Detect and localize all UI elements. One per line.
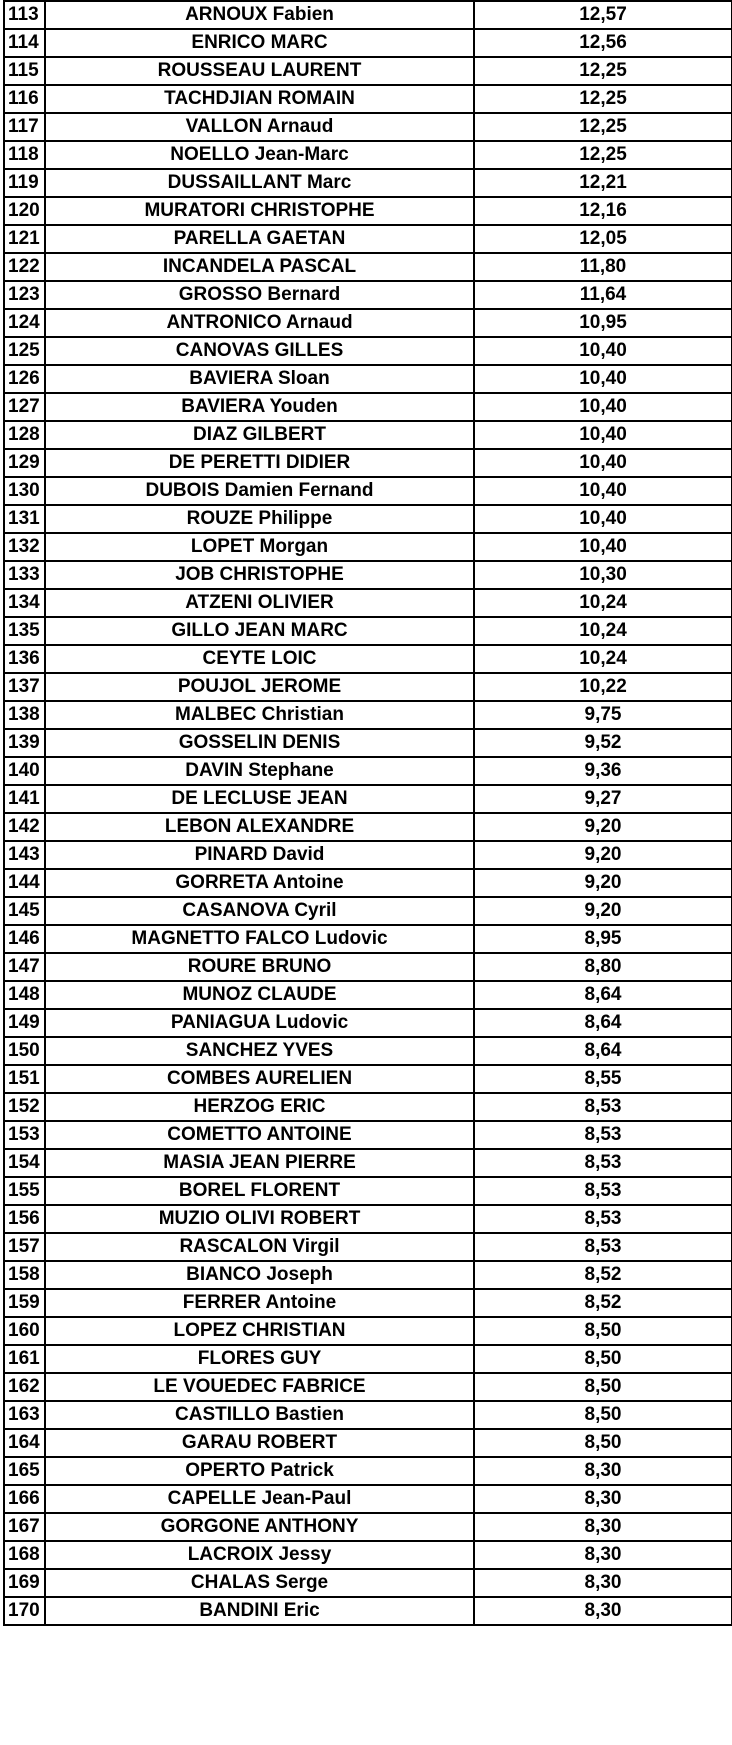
rank-cell: 138 xyxy=(4,701,45,729)
name-cell: VALLON Arnaud xyxy=(45,113,474,141)
rank-cell: 161 xyxy=(4,1345,45,1373)
rank-cell: 150 xyxy=(4,1037,45,1065)
rank-cell: 156 xyxy=(4,1205,45,1233)
score-cell: 8,30 xyxy=(474,1457,732,1485)
rank-cell: 146 xyxy=(4,925,45,953)
score-cell: 8,53 xyxy=(474,1093,732,1121)
table-row xyxy=(4,1485,732,1513)
table-row xyxy=(4,169,732,197)
table-row xyxy=(4,841,732,869)
name-cell: DE LECLUSE JEAN xyxy=(45,785,474,813)
score-cell: 12,56 xyxy=(474,29,732,57)
score-cell: 9,36 xyxy=(474,757,732,785)
score-cell: 10,30 xyxy=(474,561,732,589)
name-cell: SANCHEZ YVES xyxy=(45,1037,474,1065)
rank-cell: 154 xyxy=(4,1149,45,1177)
name-cell: COMBES AURELIEN xyxy=(45,1065,474,1093)
rank-cell: 168 xyxy=(4,1541,45,1569)
table-row xyxy=(4,1,732,29)
name-cell: CASANOVA Cyril xyxy=(45,897,474,925)
score-cell: 8,50 xyxy=(474,1429,732,1457)
ranking-table-body xyxy=(4,1,732,1625)
rank-cell: 132 xyxy=(4,533,45,561)
rank-cell: 122 xyxy=(4,253,45,281)
table-row xyxy=(4,421,732,449)
table-row xyxy=(4,1597,732,1625)
rank-cell: 133 xyxy=(4,561,45,589)
table-row xyxy=(4,141,732,169)
score-cell: 9,20 xyxy=(474,841,732,869)
name-cell: GROSSO Bernard xyxy=(45,281,474,309)
score-cell: 8,52 xyxy=(474,1261,732,1289)
rank-cell: 120 xyxy=(4,197,45,225)
rank-cell: 169 xyxy=(4,1569,45,1597)
name-cell: GORRETA Antoine xyxy=(45,869,474,897)
rank-cell: 116 xyxy=(4,85,45,113)
name-cell: BAVIERA Sloan xyxy=(45,365,474,393)
rank-cell: 170 xyxy=(4,1597,45,1625)
table-row xyxy=(4,1289,732,1317)
name-cell: CASTILLO Bastien xyxy=(45,1401,474,1429)
table-row xyxy=(4,1177,732,1205)
score-cell: 10,24 xyxy=(474,617,732,645)
name-cell: BANDINI Eric xyxy=(45,1597,474,1625)
rank-cell: 149 xyxy=(4,1009,45,1037)
name-cell: MURATORI CHRISTOPHE xyxy=(45,197,474,225)
score-cell: 8,30 xyxy=(474,1597,732,1625)
name-cell: OPERTO Patrick xyxy=(45,1457,474,1485)
rank-cell: 124 xyxy=(4,309,45,337)
table-row xyxy=(4,1149,732,1177)
table-row xyxy=(4,57,732,85)
table-row xyxy=(4,1345,732,1373)
table-row xyxy=(4,505,732,533)
name-cell: ROUSSEAU LAURENT xyxy=(45,57,474,85)
score-cell: 9,20 xyxy=(474,897,732,925)
score-cell: 10,40 xyxy=(474,337,732,365)
score-cell: 10,22 xyxy=(474,673,732,701)
rank-cell: 155 xyxy=(4,1177,45,1205)
table-row xyxy=(4,729,732,757)
table-row xyxy=(4,673,732,701)
name-cell: BOREL FLORENT xyxy=(45,1177,474,1205)
rank-cell: 143 xyxy=(4,841,45,869)
name-cell: MUNOZ CLAUDE xyxy=(45,981,474,1009)
score-cell: 8,30 xyxy=(474,1569,732,1597)
score-cell: 8,55 xyxy=(474,1065,732,1093)
name-cell: PANIAGUA Ludovic xyxy=(45,1009,474,1037)
score-cell: 9,27 xyxy=(474,785,732,813)
rank-cell: 144 xyxy=(4,869,45,897)
table-row xyxy=(4,1513,732,1541)
score-cell: 10,40 xyxy=(474,393,732,421)
score-cell: 11,80 xyxy=(474,253,732,281)
rank-cell: 148 xyxy=(4,981,45,1009)
rank-cell: 139 xyxy=(4,729,45,757)
table-row xyxy=(4,1121,732,1149)
table-row xyxy=(4,309,732,337)
table-row xyxy=(4,981,732,1009)
score-cell: 8,50 xyxy=(474,1401,732,1429)
score-cell: 10,40 xyxy=(474,365,732,393)
score-cell: 8,64 xyxy=(474,1037,732,1065)
rank-cell: 151 xyxy=(4,1065,45,1093)
name-cell: LEBON ALEXANDRE xyxy=(45,813,474,841)
table-row xyxy=(4,1009,732,1037)
name-cell: GOSSELIN DENIS xyxy=(45,729,474,757)
table-row xyxy=(4,393,732,421)
rank-cell: 167 xyxy=(4,1513,45,1541)
rank-cell: 113 xyxy=(4,1,45,29)
score-cell: 12,05 xyxy=(474,225,732,253)
table-row xyxy=(4,477,732,505)
name-cell: DE PERETTI DIDIER xyxy=(45,449,474,477)
table-row xyxy=(4,785,732,813)
score-cell: 10,95 xyxy=(474,309,732,337)
rank-cell: 142 xyxy=(4,813,45,841)
score-cell: 10,40 xyxy=(474,533,732,561)
name-cell: GILLO JEAN MARC xyxy=(45,617,474,645)
score-cell: 8,53 xyxy=(474,1177,732,1205)
rank-cell: 157 xyxy=(4,1233,45,1261)
score-cell: 9,52 xyxy=(474,729,732,757)
score-cell: 8,53 xyxy=(474,1121,732,1149)
rank-cell: 137 xyxy=(4,673,45,701)
name-cell: ARNOUX Fabien xyxy=(45,1,474,29)
score-cell: 8,30 xyxy=(474,1513,732,1541)
rank-cell: 117 xyxy=(4,113,45,141)
score-cell: 12,25 xyxy=(474,85,732,113)
table-row xyxy=(4,533,732,561)
score-cell: 10,24 xyxy=(474,589,732,617)
score-cell: 10,40 xyxy=(474,449,732,477)
rank-cell: 118 xyxy=(4,141,45,169)
rank-cell: 119 xyxy=(4,169,45,197)
ranking-table xyxy=(3,0,732,1626)
name-cell: LACROIX Jessy xyxy=(45,1541,474,1569)
rank-cell: 135 xyxy=(4,617,45,645)
score-cell: 9,75 xyxy=(474,701,732,729)
table-row xyxy=(4,449,732,477)
score-cell: 12,57 xyxy=(474,1,732,29)
rank-cell: 163 xyxy=(4,1401,45,1429)
name-cell: GORGONE ANTHONY xyxy=(45,1513,474,1541)
score-cell: 8,30 xyxy=(474,1485,732,1513)
rank-cell: 127 xyxy=(4,393,45,421)
score-cell: 9,20 xyxy=(474,813,732,841)
table-row xyxy=(4,561,732,589)
score-cell: 8,80 xyxy=(474,953,732,981)
table-row xyxy=(4,1541,732,1569)
name-cell: TACHDJIAN ROMAIN xyxy=(45,85,474,113)
rank-cell: 160 xyxy=(4,1317,45,1345)
name-cell: MALBEC Christian xyxy=(45,701,474,729)
table-row xyxy=(4,813,732,841)
table-row xyxy=(4,225,732,253)
score-cell: 8,30 xyxy=(474,1541,732,1569)
table-row xyxy=(4,281,732,309)
rank-cell: 134 xyxy=(4,589,45,617)
rank-cell: 131 xyxy=(4,505,45,533)
table-row xyxy=(4,1037,732,1065)
rank-cell: 130 xyxy=(4,477,45,505)
table-row xyxy=(4,925,732,953)
table-row xyxy=(4,1233,732,1261)
table-row xyxy=(4,1205,732,1233)
name-cell: LOPET Morgan xyxy=(45,533,474,561)
table-row xyxy=(4,29,732,57)
table-row xyxy=(4,645,732,673)
table-row xyxy=(4,701,732,729)
rank-cell: 145 xyxy=(4,897,45,925)
table-row xyxy=(4,197,732,225)
score-cell: 12,16 xyxy=(474,197,732,225)
name-cell: DAVIN Stephane xyxy=(45,757,474,785)
score-cell: 12,25 xyxy=(474,113,732,141)
name-cell: ATZENI OLIVIER xyxy=(45,589,474,617)
name-cell: ENRICO MARC xyxy=(45,29,474,57)
score-cell: 10,40 xyxy=(474,477,732,505)
rank-cell: 114 xyxy=(4,29,45,57)
score-cell: 10,40 xyxy=(474,505,732,533)
table-row xyxy=(4,1429,732,1457)
name-cell: CHALAS Serge xyxy=(45,1569,474,1597)
name-cell: MASIA JEAN PIERRE xyxy=(45,1149,474,1177)
table-row xyxy=(4,1065,732,1093)
rank-cell: 158 xyxy=(4,1261,45,1289)
rank-cell: 126 xyxy=(4,365,45,393)
score-cell: 9,20 xyxy=(474,869,732,897)
name-cell: ROURE BRUNO xyxy=(45,953,474,981)
name-cell: CANOVAS GILLES xyxy=(45,337,474,365)
rank-cell: 165 xyxy=(4,1457,45,1485)
rank-cell: 115 xyxy=(4,57,45,85)
score-cell: 8,64 xyxy=(474,981,732,1009)
rank-cell: 121 xyxy=(4,225,45,253)
score-cell: 12,25 xyxy=(474,57,732,85)
table-row xyxy=(4,757,732,785)
score-cell: 12,21 xyxy=(474,169,732,197)
table-row xyxy=(4,337,732,365)
score-cell: 11,64 xyxy=(474,281,732,309)
table-row xyxy=(4,1093,732,1121)
score-cell: 8,50 xyxy=(474,1345,732,1373)
rank-cell: 164 xyxy=(4,1429,45,1457)
name-cell: BIANCO Joseph xyxy=(45,1261,474,1289)
table-row xyxy=(4,869,732,897)
score-cell: 8,95 xyxy=(474,925,732,953)
name-cell: BAVIERA Youden xyxy=(45,393,474,421)
score-cell: 8,53 xyxy=(474,1205,732,1233)
table-row xyxy=(4,365,732,393)
name-cell: CAPELLE Jean-Paul xyxy=(45,1485,474,1513)
table-row xyxy=(4,1261,732,1289)
name-cell: HERZOG ERIC xyxy=(45,1093,474,1121)
name-cell: PINARD David xyxy=(45,841,474,869)
score-cell: 8,64 xyxy=(474,1009,732,1037)
table-row xyxy=(4,113,732,141)
score-cell: 10,24 xyxy=(474,645,732,673)
table-row xyxy=(4,1373,732,1401)
rank-cell: 125 xyxy=(4,337,45,365)
name-cell: DIAZ GILBERT xyxy=(45,421,474,449)
name-cell: FERRER Antoine xyxy=(45,1289,474,1317)
table-row xyxy=(4,589,732,617)
name-cell: GARAU ROBERT xyxy=(45,1429,474,1457)
name-cell: DUSSAILLANT Marc xyxy=(45,169,474,197)
table-row xyxy=(4,253,732,281)
rank-cell: 153 xyxy=(4,1121,45,1149)
name-cell: MUZIO OLIVI ROBERT xyxy=(45,1205,474,1233)
name-cell: RASCALON Virgil xyxy=(45,1233,474,1261)
rank-cell: 140 xyxy=(4,757,45,785)
name-cell: ANTRONICO Arnaud xyxy=(45,309,474,337)
table-row xyxy=(4,617,732,645)
rank-cell: 136 xyxy=(4,645,45,673)
name-cell: FLORES GUY xyxy=(45,1345,474,1373)
table-row xyxy=(4,85,732,113)
score-cell: 8,50 xyxy=(474,1317,732,1345)
score-cell: 8,53 xyxy=(474,1233,732,1261)
table-row xyxy=(4,1569,732,1597)
name-cell: PARELLA GAETAN xyxy=(45,225,474,253)
score-cell: 8,52 xyxy=(474,1289,732,1317)
table-row xyxy=(4,1457,732,1485)
rank-cell: 162 xyxy=(4,1373,45,1401)
table-row xyxy=(4,1317,732,1345)
rank-cell: 152 xyxy=(4,1093,45,1121)
name-cell: POUJOL JEROME xyxy=(45,673,474,701)
name-cell: DUBOIS Damien Fernand xyxy=(45,477,474,505)
name-cell: LE VOUEDEC FABRICE xyxy=(45,1373,474,1401)
name-cell: CEYTE LOIC xyxy=(45,645,474,673)
rank-cell: 123 xyxy=(4,281,45,309)
rank-cell: 147 xyxy=(4,953,45,981)
table-row xyxy=(4,953,732,981)
rank-cell: 129 xyxy=(4,449,45,477)
table-row xyxy=(4,897,732,925)
score-cell: 8,53 xyxy=(474,1149,732,1177)
score-cell: 10,40 xyxy=(474,421,732,449)
name-cell: COMETTO ANTOINE xyxy=(45,1121,474,1149)
name-cell: NOELLO Jean-Marc xyxy=(45,141,474,169)
score-cell: 8,50 xyxy=(474,1373,732,1401)
name-cell: LOPEZ CHRISTIAN xyxy=(45,1317,474,1345)
rank-cell: 128 xyxy=(4,421,45,449)
name-cell: JOB CHRISTOPHE xyxy=(45,561,474,589)
rank-cell: 159 xyxy=(4,1289,45,1317)
rank-cell: 166 xyxy=(4,1485,45,1513)
score-cell: 12,25 xyxy=(474,141,732,169)
rank-cell: 141 xyxy=(4,785,45,813)
name-cell: MAGNETTO FALCO Ludovic xyxy=(45,925,474,953)
name-cell: INCANDELA PASCAL xyxy=(45,253,474,281)
table-row xyxy=(4,1401,732,1429)
name-cell: ROUZE Philippe xyxy=(45,505,474,533)
